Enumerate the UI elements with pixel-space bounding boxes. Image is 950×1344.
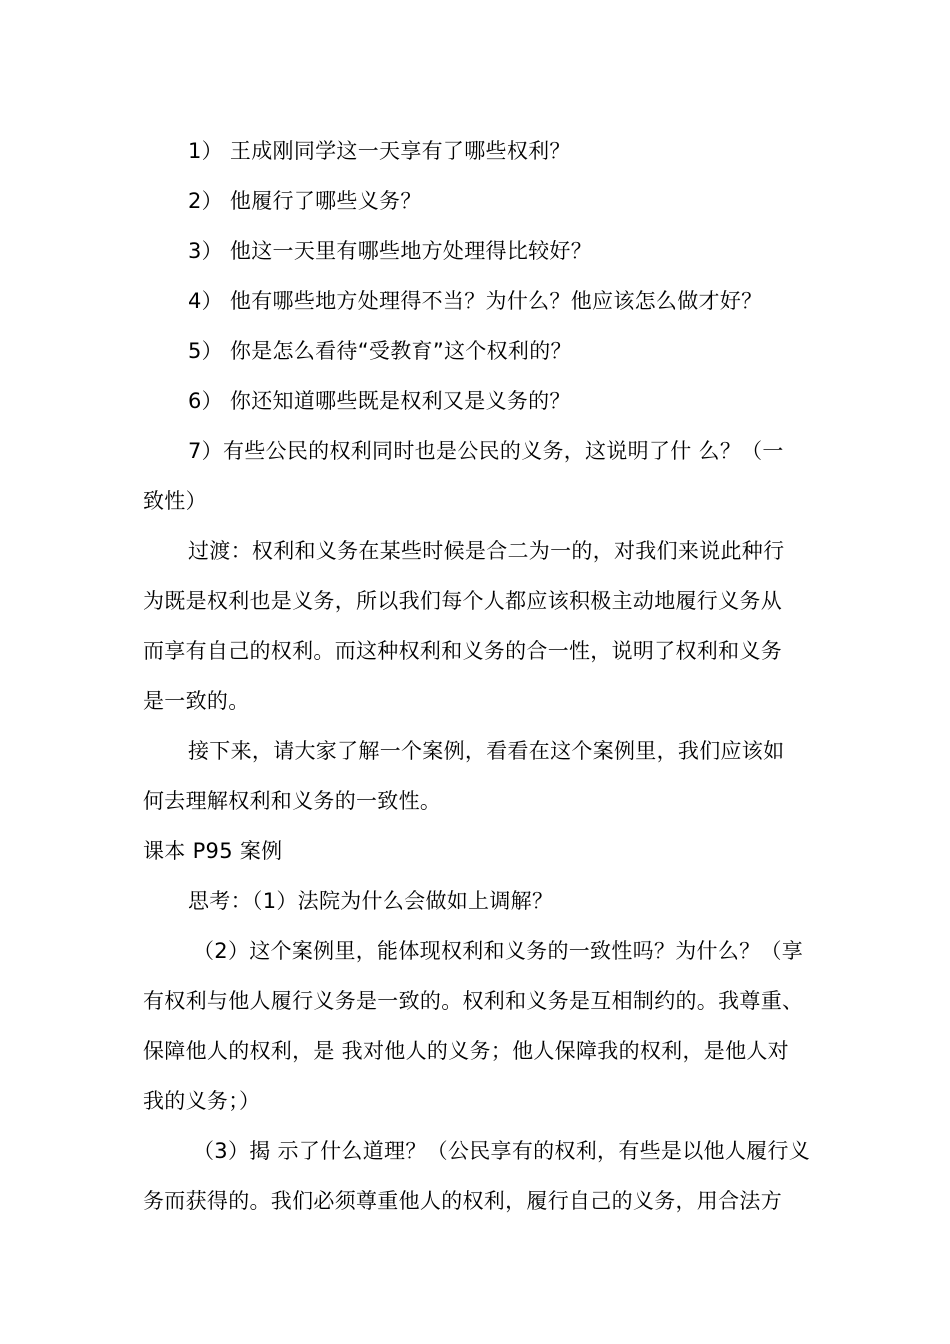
case-intro-line-1: 接下来，请大家了解一个案例，看看在这个案例里，我们应该如 xyxy=(188,739,785,763)
transition-paragraph-line-2: 为既是权利也是义务，所以我们每个人都应该积极主动地履行义务从 xyxy=(143,589,782,613)
question-7-continued: 致性） xyxy=(143,489,207,513)
question-3: 3） 他这一天里有哪些地方处理得比较好？ xyxy=(188,239,593,263)
think-question-2-line-1: （2）这个案例里，能体现权利和义务的一致性吗？为什么？（享 xyxy=(193,939,804,963)
question-7: 7）有些公民的权利同时也是公民的义务，这说明了什 么？（一 xyxy=(188,439,784,463)
question-2: 2） 他履行了哪些义务？ xyxy=(188,189,422,213)
transition-paragraph-line-3: 而享有自己的权利。而这种权利和义务的合一性，说明了权利和义务 xyxy=(143,639,782,663)
think-question-2-line-2: 有权利与他人履行义务是一致的。权利和义务是互相制约的。我尊重、 xyxy=(143,989,804,1013)
transition-paragraph-line-1: 过渡：权利和义务在某些时候是合二为一的，对我们来说此种行 xyxy=(188,539,785,563)
question-6: 6） 你还知道哪些既是权利又是义务的？ xyxy=(188,389,571,413)
textbook-reference: 课本 P95 案例 xyxy=(143,839,283,863)
transition-paragraph-line-4: 是一致的。 xyxy=(143,689,250,713)
think-question-2-line-4: 我的义务；） xyxy=(143,1089,261,1113)
think-question-2-line-3: 保障他人的权利，是 我对他人的义务；他人保障我的权利，是他人对 xyxy=(143,1039,789,1063)
question-1: 1） 王成刚同学这一天享有了哪些权利？ xyxy=(188,139,571,163)
question-5: 5） 你是怎么看待“受教育”这个权利的？ xyxy=(188,339,572,363)
think-question-3-line-2: 务而获得的。我们必须尊重他人的权利，履行自己的义务，用合法方 xyxy=(143,1189,782,1213)
question-4: 4） 他有哪些地方处理得不当？为什么？他应该怎么做才好？ xyxy=(188,289,763,313)
think-question-3-line-1: （3）揭 示了什么道理？（公民享有的权利，有些是以他人履行义 xyxy=(193,1139,811,1163)
think-question-1: 思考：（1）法院为什么会做如上调解？ xyxy=(188,889,554,913)
case-intro-line-2: 何去理解权利和义务的一致性。 xyxy=(143,789,442,813)
